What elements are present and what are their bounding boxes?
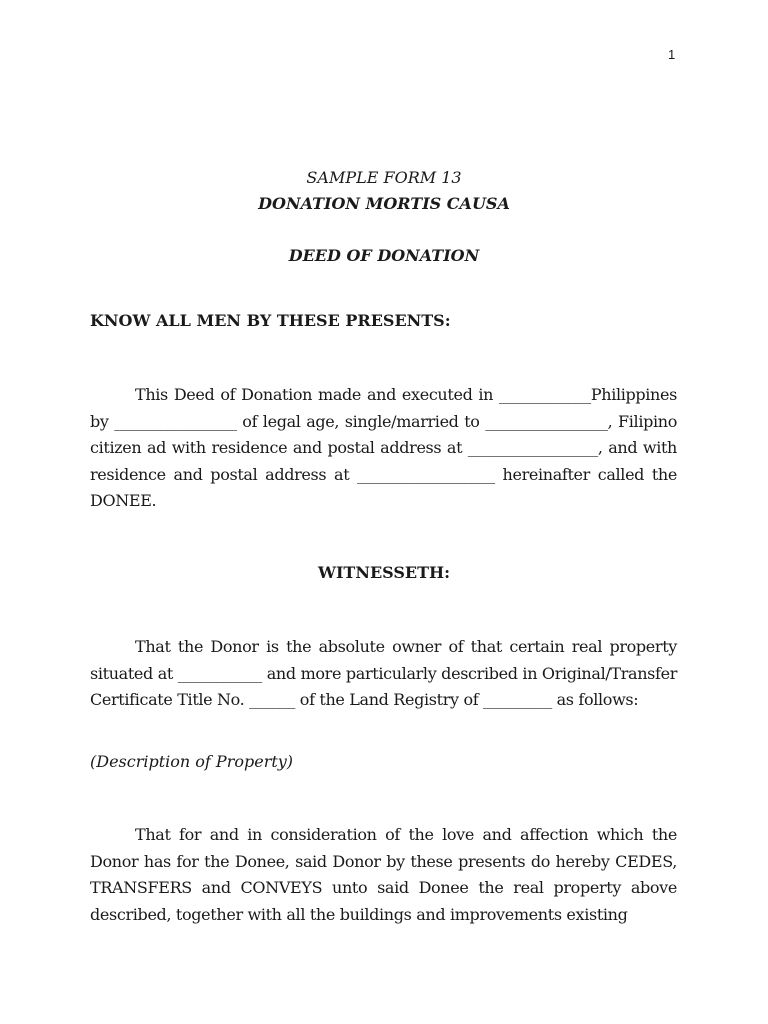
paragraph-property-ownership: That the Donor is the absolute owner of that certain real property situated at ___________ and more particularly described in Original/Transfer Certificate Title No. ______ of the Land Registry of _________ as follows: xyxy=(90,637,677,709)
page-number: 1 xyxy=(668,47,676,62)
witnesseth-heading: WITNESSETH: xyxy=(317,563,451,582)
paragraph-introduction: This Deed of Donation made and executed in ____________Philippines by ________________ of legal age, single/married to ________________, Filipino citizen ad with residence and postal address at _________________, and with residence and postal address at __________________ hereinafter called the DONEE. xyxy=(90,385,677,510)
paragraph-consideration: That for and in consideration of the love and affection which the Donor has for the Donee, said Donor by these presents do hereby CEDES, TRANSFERS and CONVEYS unto said Donee the real property above described, together with all the buildings and improvements existing xyxy=(90,825,677,924)
property-description-label: (Description of Property) xyxy=(90,752,294,771)
form-label: SAMPLE FORM 13 xyxy=(306,168,462,187)
opening-heading: KNOW ALL MEN BY THESE PRESENTS: xyxy=(90,311,451,330)
document-title: DONATION MORTIS CAUSA xyxy=(258,194,510,213)
document-subtitle: DEED OF DONATION xyxy=(288,246,480,265)
